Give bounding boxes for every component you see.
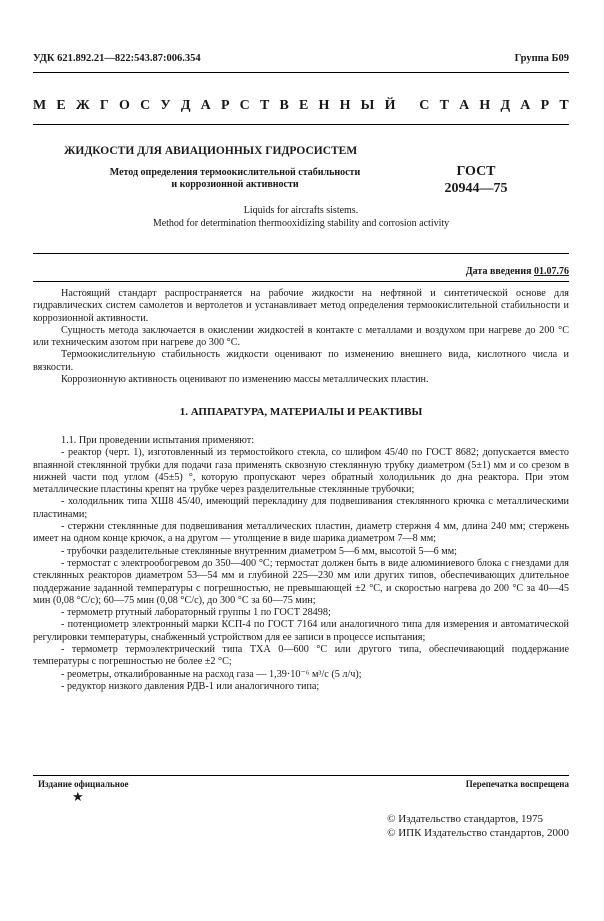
- list-item: - термометр термоэлектрический типа ТХА 0—600 °С или другого типа, обеспечивающий поддержание температуры с погрешностью не более ±2 °С;: [33, 644, 569, 668]
- list-item: - стержни стеклянные для подвешивания металлических пластин, диаметр стержня 4 мм, длина 240 мм; стержень имеет на одном конце крючок, а на другом — утолщение в виде шарика диаметром 7—8 мм;: [33, 521, 569, 545]
- banner-letter: С: [239, 98, 250, 113]
- top-rule: [33, 72, 569, 73]
- banner-letter: М: [33, 98, 47, 113]
- banner-rule: [33, 124, 569, 125]
- gost-designation: [426, 163, 526, 197]
- banner-letter: Е: [299, 98, 309, 113]
- list-item: - редуктор низкого давления РДВ-1 или аналогичного типа;: [61, 680, 320, 692]
- section-body: [33, 435, 569, 693]
- document-title: ЖИДКОСТИ ДЛЯ АВИАЦИОННЫХ ГИДРОСИСТЕМ: [64, 145, 358, 157]
- udk-code: УДК 621.892.21—822:543.87:006.354: [33, 53, 201, 64]
- copyright-block: [387, 812, 569, 840]
- section-lead: 1.1. При проведении испытания применяют:: [61, 435, 255, 446]
- banner-letter: Т: [439, 98, 449, 113]
- banner-letter: Т: [259, 98, 270, 113]
- intro-date-label: Дата введения: [465, 266, 532, 277]
- official-edition: Издание официальное: [38, 779, 129, 789]
- intro-date: [466, 266, 569, 277]
- list-item: - трубочки разделительные стеклянные внутренним диаметром 5—6 мм, высотой 5—6 мм;: [61, 545, 458, 557]
- method-subtitle: [85, 167, 385, 191]
- banner-letter: Е: [56, 98, 66, 113]
- list-item: - термометр ртутный лабораторный группы 1 по ГОСТ 28498;: [61, 607, 331, 619]
- banner-letter: О: [119, 98, 130, 113]
- banner-letter: А: [459, 98, 470, 113]
- intro-paragraph: Термоокислительную стабильность жидкости оценивают по изменению внешнего вида, кислотного числа и вязкости.: [33, 349, 569, 373]
- intro-paragraph: Коррозионную активность оценивают по изменению массы металлических пластин.: [61, 374, 429, 386]
- gost-number: 20944—75: [444, 181, 508, 196]
- intro-text: [33, 288, 569, 386]
- list-item: - реометры, откалиброванные на расход газа — 1,39·10⁻⁶ м³/с (5 л/ч);: [61, 668, 362, 680]
- banner-letter: Ж: [75, 98, 90, 113]
- list-item: - потенциометр электронный марки КСП-4 по ГОСТ 7164 или аналогичного типа для измерения и автоматической регулировки температуры, снабженный устройством для ее записи в процессе испытания;: [33, 619, 569, 643]
- banner-letter: С: [140, 98, 151, 113]
- banner-letter: С: [419, 98, 430, 113]
- banner-letter: Р: [220, 98, 230, 113]
- intro-paragraph: Настоящий стандарт распространяется на рабочие жидкости на нефтяной и синтетической основе для гидравлических систем самолетов и вертолетов и устанавливает метод определения термоокислительной стабильности и коррозионной активности.: [33, 288, 569, 324]
- intro-paragraph: Сущность метода заключается в окислении жидкостей в контакте с металлами и воздухом при нагреве до 200 °С или техническим азотом при нагреве до 300 °С.: [33, 324, 569, 349]
- english-line-2: Method for determination thermooxidizing stability and corrosion activity: [152, 218, 450, 229]
- copyright-line-1: © Издательство стандартов, 1975: [387, 813, 544, 825]
- star-icon: ★: [72, 789, 84, 804]
- method-line-1: Метод определения термоокислительной стабильности: [109, 167, 361, 178]
- banner-letter: Н: [339, 98, 351, 113]
- group-code: Группа Б09: [514, 53, 569, 64]
- banner-letter: Д: [500, 98, 511, 113]
- banner-letter: А: [520, 98, 531, 113]
- banner-letter: Н: [479, 98, 491, 113]
- copyright-line-2: © ИПК Издательство стандартов, 2000: [387, 827, 569, 839]
- footer-rule: [33, 775, 569, 776]
- banner-letter: Т: [559, 98, 569, 113]
- banner-letter: [406, 98, 410, 114]
- banner-letter: Й: [384, 98, 396, 113]
- english-title: [33, 204, 569, 230]
- list-item: - реактор (черт. 1), изготовленный из термостойкого стекла, со шлифом 45/40 по ГОСТ 8682; допускается вместо впаянной стеклянной трубки для подачи газа применять сквозную стеклянную трубку диаметром (5±1) мм и со срезом в нижней части под углом (45±5) °, которую пропускают через обратный холодильник до дна реактора. При этом металлические пластины крепят на трубке через разделительные стеклянные трубочки;: [33, 447, 569, 496]
- interstate-standard-banner: [33, 98, 569, 114]
- date-rule: [33, 281, 569, 282]
- gost-label: ГОСТ: [456, 164, 496, 179]
- banner-letter: В: [279, 98, 289, 113]
- list-item: - холодильник типа ХШ8 45/40, имеющий перекладину для подвешивания стеклянного крючка с металлическими пластинами;: [33, 496, 569, 520]
- banner-letter: Д: [180, 98, 191, 113]
- intro-date-value: 01.07.76: [534, 266, 569, 277]
- english-line-1: Liquids for aircrafts sistems.: [243, 205, 359, 216]
- list-item: - термостат с электрообогревом до 350—400 °С; термостат должен быть в виде алюминиевого блока с гнездами для стеклянных реакторов диаметром 53—54 мм и глубиной 225—230 мм или других типов, обеспечивающих длительное поддержание заданной температуры с погрешностью, не превышающей ±2 °С, и скоростью нагрева до 200 °С за 40—45 мин (0,08 °С/с); 60—75 мин (0,08 °С/с), до 300 °С за 60—75 мин;: [33, 557, 569, 606]
- method-line-2: и коррозионной активности: [171, 179, 299, 190]
- banner-letter: Р: [540, 98, 550, 113]
- title-rule: [33, 253, 569, 254]
- section-heading: 1. АППАРАТУРА, МАТЕРИАЛЫ И РЕАКТИВЫ: [179, 406, 423, 418]
- banner-letter: У: [160, 98, 171, 113]
- banner-letter: Н: [318, 98, 330, 113]
- banner-letter: Г: [99, 98, 109, 113]
- reprint-notice: Перепечатка воспрещена: [465, 779, 569, 789]
- banner-letter: Ы: [360, 98, 375, 113]
- banner-letter: А: [200, 98, 211, 113]
